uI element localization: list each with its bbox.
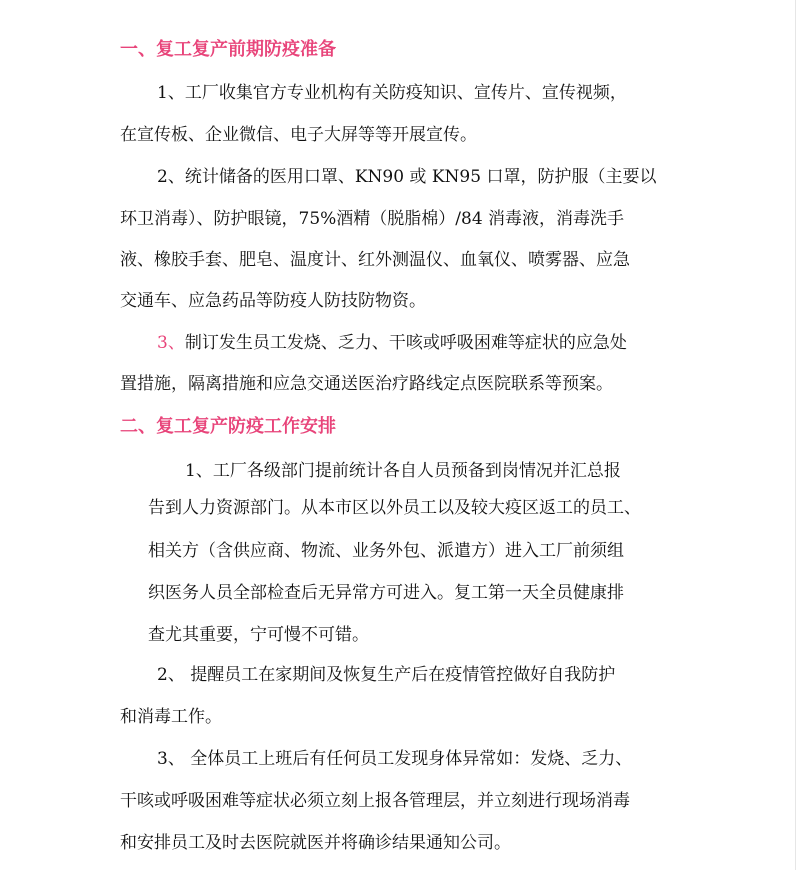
paragraph-line: 干咳或呼吸困难等症状必须立刻上报各管理层，并立刻进行现场消毒 [120, 791, 630, 811]
paragraph-line: 和安排员工及时去医院就医并将确诊结果通知公司。 [120, 833, 511, 853]
paragraph-line: 织医务人员全部检查后无异常方可进入。复工第一天全员健康排 [148, 583, 624, 603]
paragraph-line: 3、 全体员工上班后有任何员工发现身体异常如：发烧、乏力、 [157, 749, 633, 769]
paragraph-line: 告到人力资源部门。从本市区以外员工以及较大疫区返工的员工、 [148, 498, 641, 518]
paragraph-line: 置措施，隔离措施和应急交通送医治疗路线定点医院联系等预案。 [120, 374, 613, 394]
paragraph-line: 液、橡胶手套、肥皂、温度计、红外测温仪、血氧仪、喷雾器、应急 [120, 250, 630, 270]
paragraph-line: 2、统计储备的医用口罩、KN90 或 KN95 口罩，防护服（主要以 [157, 167, 657, 187]
paragraph-text: 制订发生员工发烧、乏力、干咳或呼吸困难等症状的应急处 [184, 333, 627, 353]
paragraph-line [157, 328, 627, 353]
section-heading-2: 二、复工复产防疫工作安排 [120, 416, 336, 437]
paragraph-line: 查尤其重要，宁可慢不可错。 [148, 625, 369, 645]
paragraph-line: 和消毒工作。 [120, 707, 222, 727]
list-number-accent: 3、 [157, 333, 185, 353]
paragraph-line: 环卫消毒）、防护眼镜，75%酒精（脱脂棉）/84 消毒液，消毒洗手 [120, 209, 625, 229]
paragraph-line: 相关方（含供应商、物流、业务外包、派遣方）进入工厂前须组 [148, 541, 624, 561]
paragraph-line: 在宣传板、企业微信、电子大屏等等开展宣传。 [120, 125, 477, 145]
paragraph-line: 2、 提醒员工在家期间及恢复生产后在疫情管控做好自我防护 [157, 665, 616, 685]
section-heading-1: 一、复工复产前期防疫准备 [120, 39, 336, 60]
paragraph-line: 1、工厂收集官方专业机构有关防疫知识、宣传片、宣传视频， [157, 83, 627, 103]
paragraph-line: 交通车、应急药品等防疫人防技防物资。 [120, 291, 426, 311]
paragraph-line: 1、工厂各级部门提前统计各自人员预备到岗情况并汇总报 [185, 461, 621, 481]
